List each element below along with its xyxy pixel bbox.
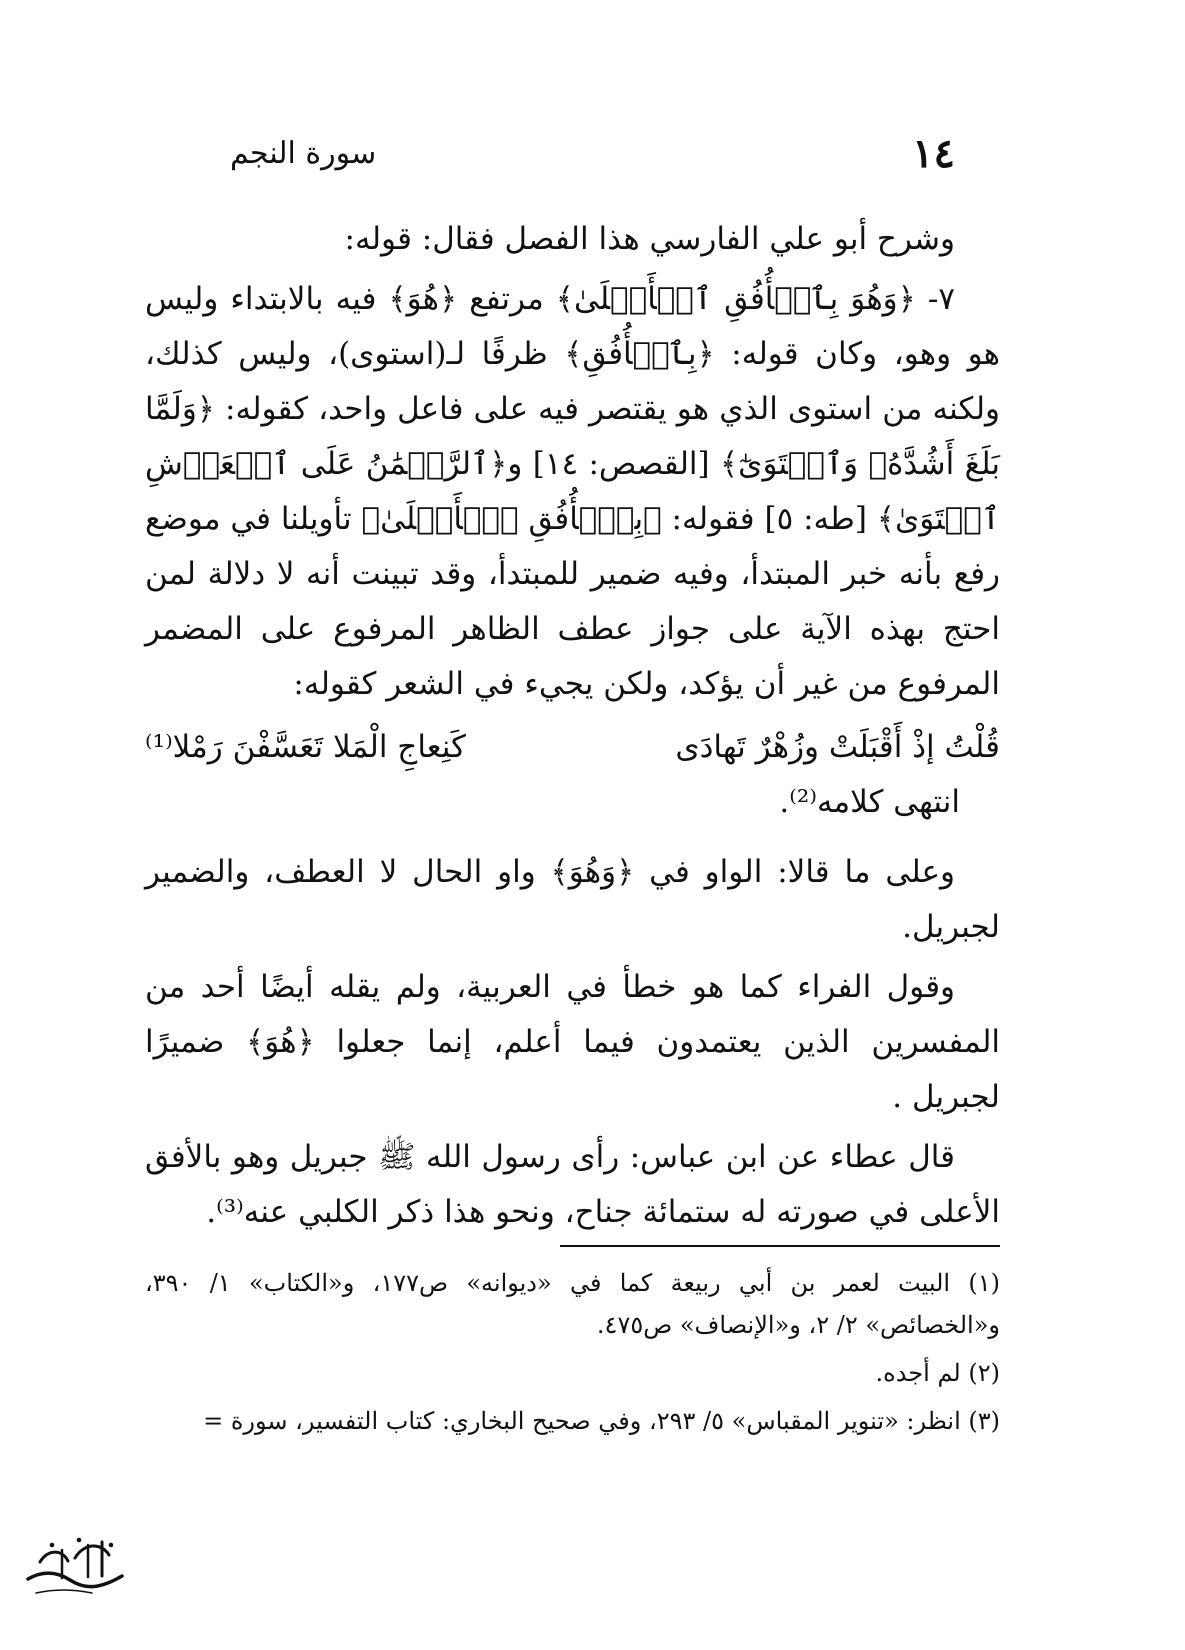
page-number: ١٤ <box>912 129 955 177</box>
footnotes <box>145 1262 1000 1442</box>
paragraph-5: قال عطاء عن ابن عباس: رأى رسول الله ﷺ جبريل وهو بالأفق الأعلى في صورته له ستمائة جناح، ونحو هذا ذكر الكلبي عنه⁽³⁾. <box>145 1139 1000 1230</box>
footnote-1: (١) البيت لعمر بن أبي ربيعة كما في «ديوانه» ص١٧٧، و«الكتاب» ١/ ٣٩٠، و«الخصائص» ٢/ ٢، و«الإنصاف» ص٤٧٥. <box>145 1269 1000 1339</box>
verse-first-hemistich: قُلْتُ إذْ أَقْبَلَتْ وزُهْرٌ تَهادَى <box>675 729 1000 765</box>
footnote-3: (٣) انظر: «تنوير المقباس» ٥/ ٢٩٣، وفي صحيح البخاري: كتاب التفسير، سورة = <box>203 1407 1000 1435</box>
page-header <box>200 118 985 188</box>
footnote-2: (٢) لم أجده. <box>875 1359 1000 1387</box>
surah-title: سورة النجم <box>230 135 377 171</box>
calligraphy-logo <box>18 1527 138 1605</box>
footnote-separator <box>560 1245 1000 1247</box>
paragraph-4: وقول الفراء كما هو خطأ في العربية، ولم يقله أيضًا أحد من المفسرين الذين يعتمدون فيما أعلم، إنما جعلوا ﴿هُوَ﴾ ضميرًا لجبريل . <box>145 969 1000 1115</box>
after-verse-text: انتهى كلامه⁽²⁾. <box>779 784 960 820</box>
verse-second-hemistich: كَنِعاجِ الْمَلا تَعَسَّفْنَ رَمْلا⁽¹⁾ <box>145 729 466 765</box>
main-text <box>145 212 1000 1240</box>
paragraph-1: وشرح أبو علي الفارسي هذا الفصل فقال: قوله: <box>344 221 955 257</box>
paragraph-3: وعلى ما قالا: الواو في ﴿وَهُوَ﴾ واو الحال لا العطف، والضمير لجبريل. <box>145 854 1000 945</box>
paragraph-2: ٧- ﴿وَهُوَ بِٱلۡأُفُقِ ٱلۡأَعۡلَىٰ﴾ مرتفع ﴿هُوَ﴾ فيه بالابتداء وليس هو وهو، وكان قوله: ﴿بِٱلۡأُفُقِ﴾ ظرفًا لـ(استوى)، وليس كذلك، ولكنه من استوى الذي هو يقتصر فيه على فاعل واحد، كقوله: ﴿وَلَمَّا بَلَغَ أَشُدَّهُۥ وَٱسۡتَوَىٰٓ﴾ [القصص: ١٤] و﴿ٱلرَّحۡمَٰنُ عَلَى ٱلۡعَرۡشِ ٱسۡتَوَىٰ﴾ [طه: ٥] فقوله: ﴿بِٱلۡأُفُقِ ٱلۡأَعۡلَىٰ﴾ تأويلنا في موضع رفع بأنه خبر المبتدأ، وفيه ضمير للمبتدأ، وقد تبينت أنه لا دلالة لمن احتج بهذه الآية على جواز عطف الظاهر المرفوع على المضمر المرفوع من غير أن يؤكد، ولكن يجيء في الشعر كقوله: <box>145 281 1001 702</box>
poetry-verse <box>145 720 1000 775</box>
